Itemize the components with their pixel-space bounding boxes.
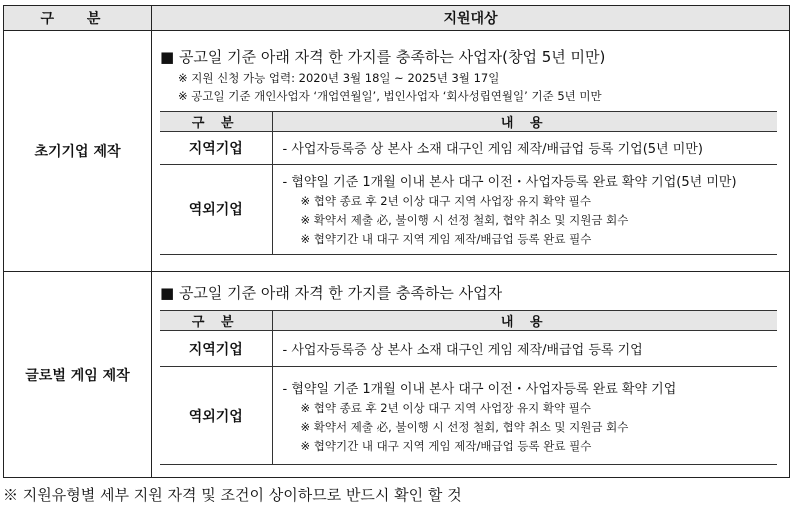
- detail-global-game: [152, 272, 790, 478]
- header-category: 구 분: [4, 6, 152, 31]
- sub-table-header: [160, 311, 777, 331]
- sub-note: ※ 협약기간 내 대구 지역 게임 제작/배급업 등록 완료 필수: [300, 438, 592, 453]
- detail-early-stage: [152, 31, 790, 272]
- sub-row-local: [160, 331, 777, 367]
- text-local: - 사업자등록증 상 본사 소재 대구인 게임 제작/배급업 등록 기업(5년 미만): [282, 142, 703, 157]
- eligibility-bullet: ■ 공고일 기준 아래 자격 한 가지를 충족하는 사업자(창업 5년 미만): [160, 47, 606, 66]
- footer-note: ※ 지원유형별 세부 지원 자격 및 조건이 상이하므로 반드시 확인 할 것: [3, 486, 462, 504]
- note-line: ※ 지원 신청 가능 업력: 2020년 3월 18일 ~ 2025년 3월 17일: [178, 70, 500, 85]
- sub-header-category: 구 분: [160, 311, 272, 331]
- sub-note: ※ 협약 종료 후 2년 이상 대구 지역 사업장 유지 확약 필수: [300, 194, 591, 208]
- sub-note: ※ 협약기간 내 대구 지역 게임 제작/배급업 등록 완료 필수: [300, 232, 592, 246]
- header-target: 지원대상: [152, 6, 790, 31]
- category-early-stage: 초기기업 제작: [4, 31, 152, 272]
- sub-header-content: 내 용: [272, 111, 777, 131]
- label-outside: 역외기업: [160, 164, 272, 254]
- sub-table: [160, 310, 777, 465]
- row-global-game: [4, 272, 790, 478]
- text-outside: - 협약일 기준 1개월 이내 본사 대구 이전・사업자등록 완료 확약 기업(5년 미만): [282, 175, 737, 190]
- sub-note: ※ 확약서 제출 必, 불이행 시 선정 철회, 협약 취소 및 지원금 회수: [300, 213, 629, 227]
- sub-table: [160, 111, 777, 255]
- category-global-game: 글로벌 게임 제작: [4, 272, 152, 478]
- sub-table-header: [160, 111, 777, 131]
- sub-header-category: 구 분: [160, 111, 272, 131]
- sub-header-content: 내 용: [272, 311, 777, 331]
- table-header-row: [4, 6, 790, 31]
- sub-row-outside: [160, 164, 777, 254]
- text-local: - 사업자등록증 상 본사 소재 대구인 게임 제작/배급업 등록 기업: [282, 343, 643, 358]
- sub-note: ※ 확약서 제출 必, 불이행 시 선정 철회, 협약 취소 및 지원금 회수: [300, 419, 629, 434]
- text-outside: - 협약일 기준 1개월 이내 본사 대구 이전・사업자등록 완료 확약 기업: [282, 381, 677, 397]
- eligibility-bullet: ■ 공고일 기준 아래 자격 한 가지를 충족하는 사업자: [160, 284, 503, 302]
- eligibility-table: [3, 5, 790, 478]
- sub-row-outside: [160, 367, 777, 465]
- label-local: 지역기업: [160, 131, 272, 164]
- note-line: ※ 공고일 기준 개인사업자 ‘개업연월일’, 법인사업자 ‘회사성립연월일’ 기준 5년 미만: [178, 88, 602, 103]
- row-early-stage: [4, 31, 790, 272]
- sub-row-local: [160, 131, 777, 164]
- label-outside: 역외기업: [160, 367, 272, 465]
- sub-note: ※ 협약 종료 후 2년 이상 대구 지역 사업장 유지 확약 필수: [300, 400, 591, 415]
- label-local: 지역기업: [160, 331, 272, 367]
